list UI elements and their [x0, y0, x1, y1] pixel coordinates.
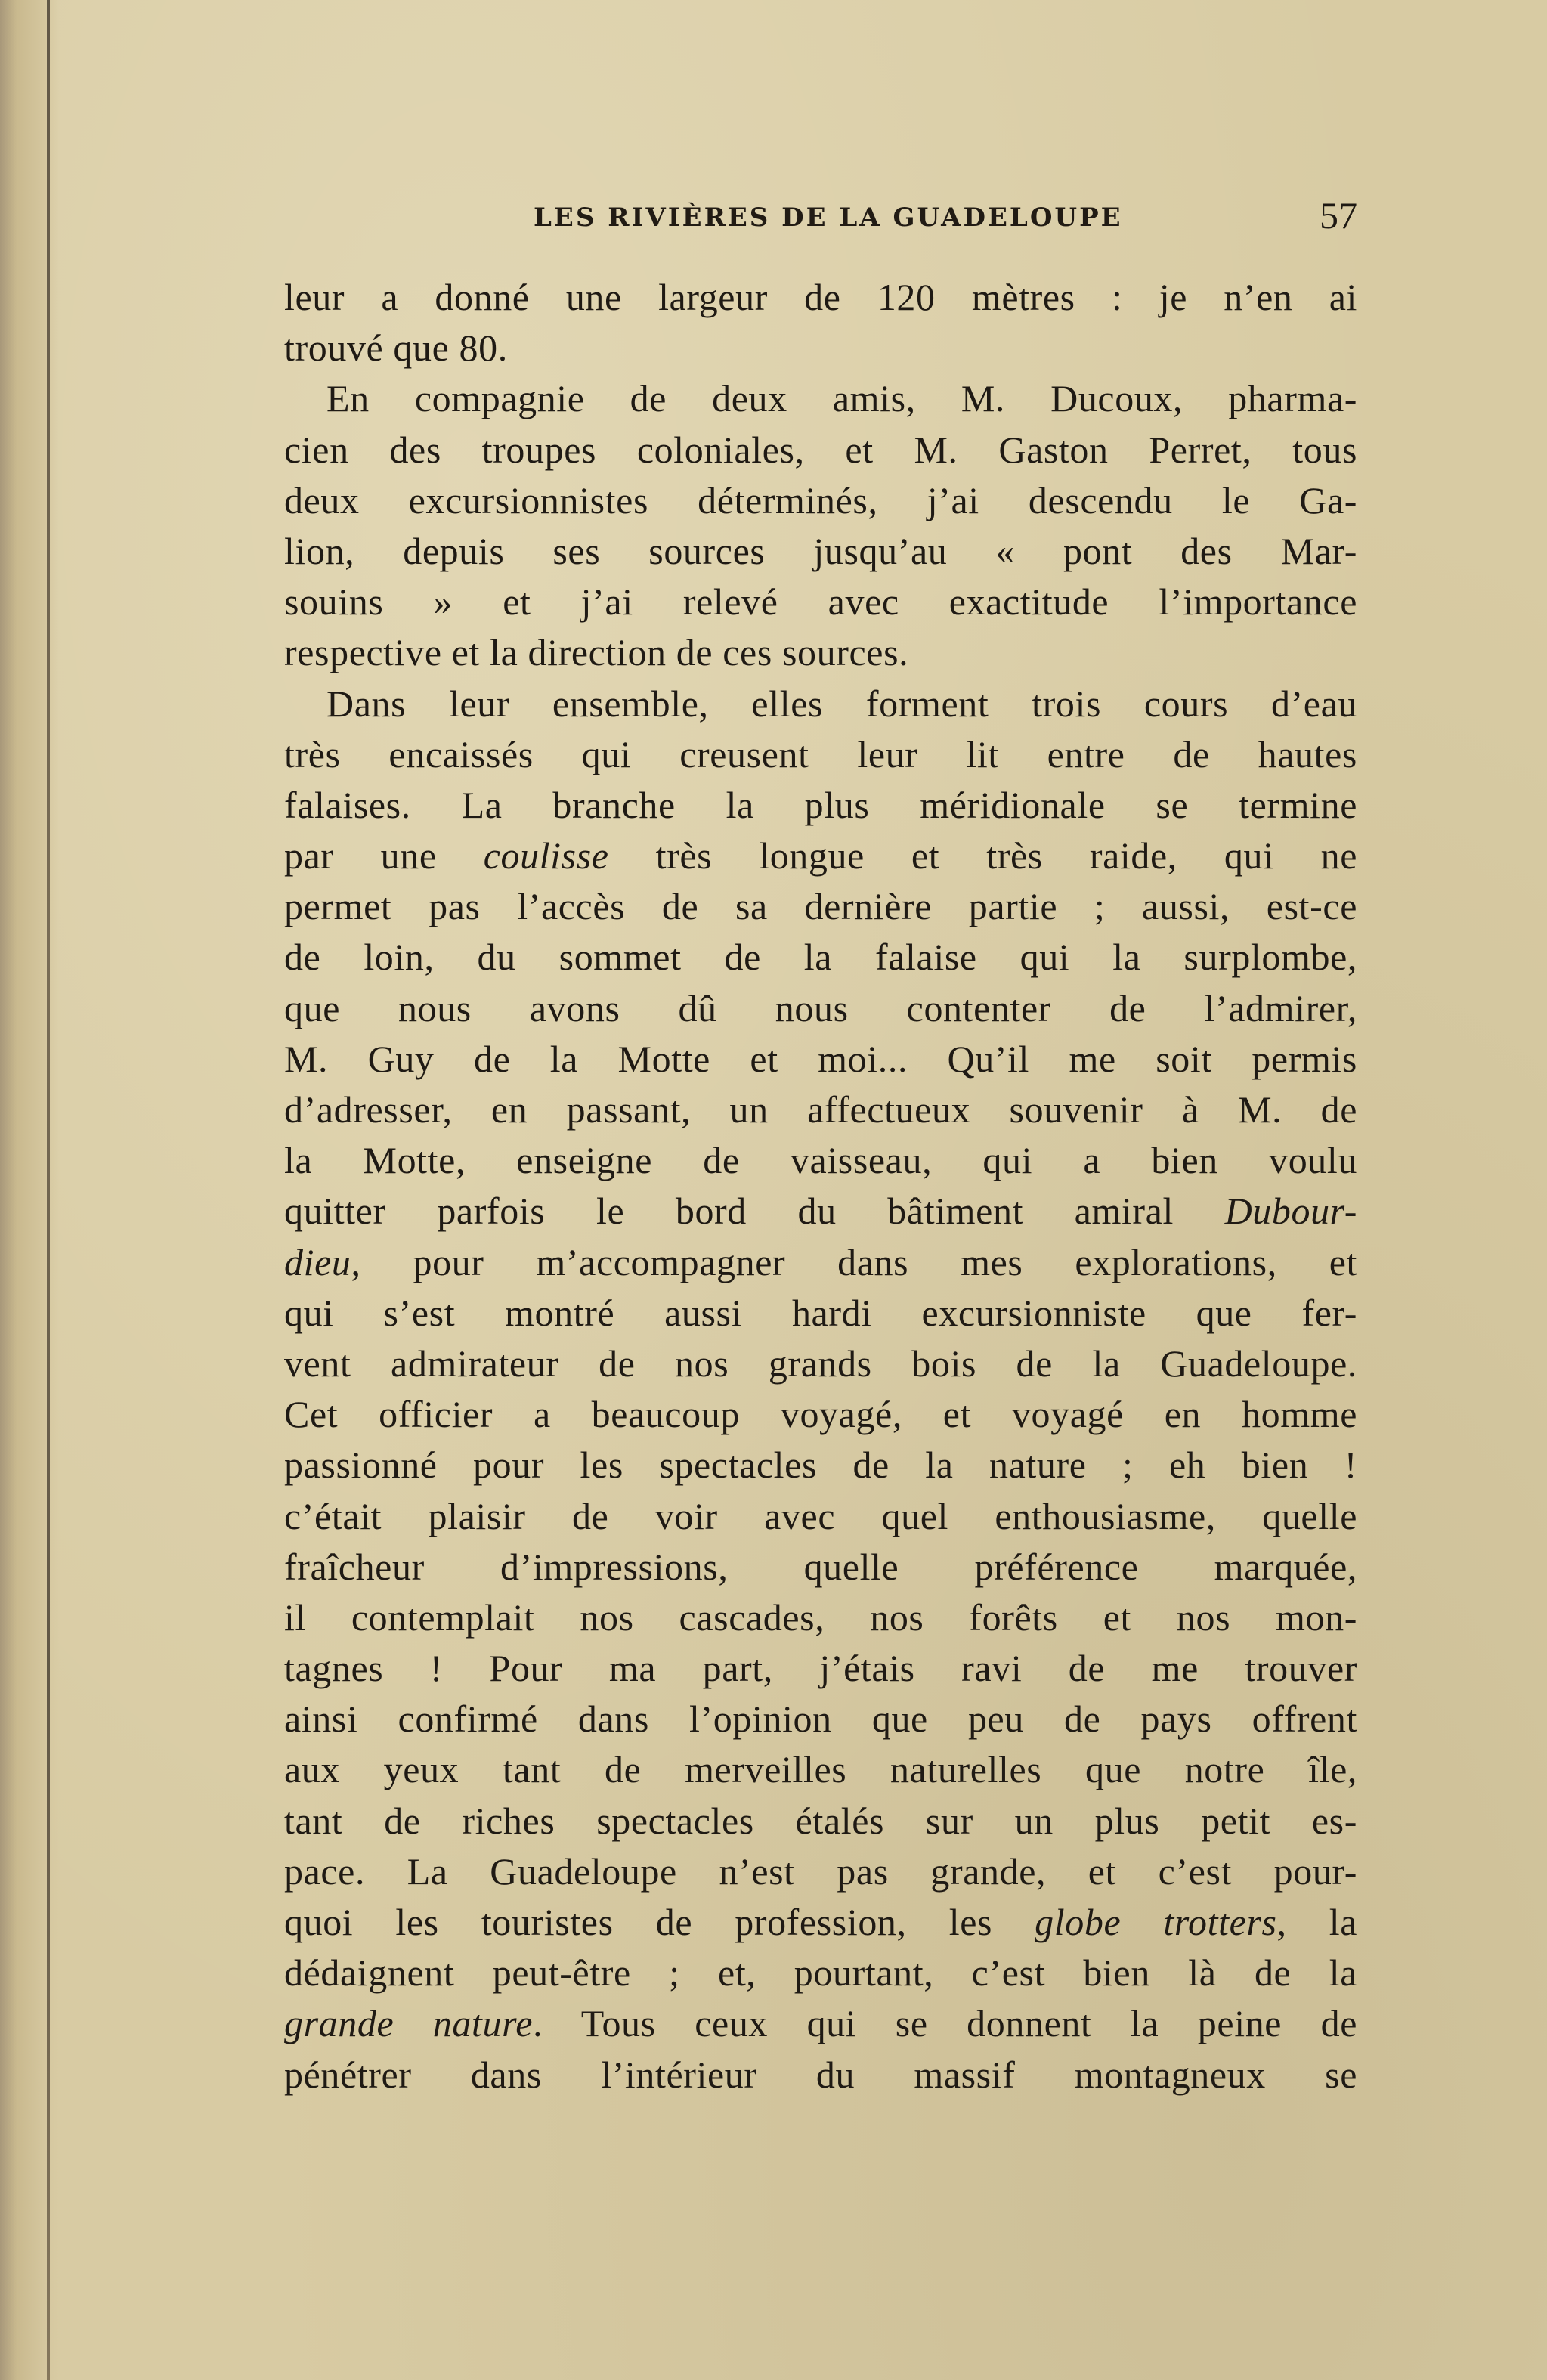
text-line: qui s’est montré aussi hardi excursionniste que fer-: [284, 1291, 1357, 1334]
text-line: trouvé que 80.: [284, 327, 508, 370]
body-text: [284, 272, 1357, 2100]
text-line: très encaissés qui creusent leur lit entre de hautes: [284, 732, 1357, 775]
text-line: permet pas l’accès de sa dernière partie ; aussi, est-ce: [284, 885, 1357, 928]
text-line: d’adresser, en passant, un affectueux souvenir à M. de: [284, 1088, 1357, 1131]
page-edge-shadow: [0, 0, 59, 2380]
text-line: pace. La Guadeloupe n’est pas grande, et c’est pour-: [284, 1849, 1357, 1893]
text-line: vent admirateur de nos grands bois de la Guadeloupe.: [284, 1342, 1357, 1385]
text-line: falaises. La branche la plus méridionale se termine: [284, 783, 1357, 826]
text-line: deux excursionnistes déterminés, j’ai descendu le Ga-: [284, 478, 1357, 521]
text-line: de loin, du sommet de la falaise qui la surplombe,: [284, 936, 1357, 979]
italic-word: coulisse: [483, 834, 609, 877]
italic-word: grande nature: [284, 2002, 534, 2045]
text-line: souins » et j’ai relevé avec exactitude l’importance: [284, 580, 1357, 624]
text-line: fraîcheur d’impressions, quelle préférence marquée,: [284, 1545, 1357, 1588]
page-number: 57: [1320, 194, 1357, 237]
text-line: grande nature. Tous ceux qui se donnent la peine de: [284, 2002, 1358, 2045]
text-line: tagnes ! Pour ma part, j’étais ravi de me trouver: [284, 1647, 1357, 1690]
text-line: il contemplait nos cascades, nos forêts et nos mon-: [284, 1595, 1357, 1639]
text-line: ainsi confirmé dans l’opinion que peu de pays offrent: [284, 1698, 1357, 1741]
text-line: quoi les touristes de profession, les globe trotters, la: [284, 1901, 1358, 1943]
text-line: que nous avons dû nous contenter de l’admirer,: [284, 986, 1357, 1029]
text-line: la Motte, enseigne de vaisseau, qui a bien voulu: [284, 1139, 1357, 1182]
text-line: dieu, pour m’accompagner dans mes explorations, et: [284, 1240, 1357, 1283]
running-header: [284, 194, 1357, 243]
text-line: par une coulisse très longue et très raide, qui ne: [284, 834, 1357, 877]
text-line: leur a donné une largeur de 120 mètres : je n’en ai: [284, 276, 1357, 318]
text-line: M. Guy de la Motte et moi... Qu’il me soit permis: [284, 1037, 1357, 1080]
text-line: tant de riches spectacles étalés sur un plus petit es-: [284, 1799, 1357, 1842]
text-line: c’était plaisir de voir avec quel enthousiasme, quelle: [284, 1494, 1357, 1537]
text-line: aux yeux tant de merveilles naturelles que notre île,: [284, 1748, 1357, 1791]
text-line: Cet officier a beaucoup voyagé, et voyagé en homme: [284, 1393, 1357, 1436]
text-line: lion, depuis ses sources jusqu’au « pont des Mar-: [284, 529, 1357, 572]
text-line: cien des troupes coloniales, et M. Gaston Perret, tous: [284, 428, 1357, 471]
binding-edge-line: [47, 0, 50, 2380]
italic-word: dieu: [284, 1240, 351, 1283]
text-line: passionné pour les spectacles de la nature ; eh bien !: [284, 1444, 1357, 1487]
text-line: quitter parfois le bord du bâtiment amiral Dubour-: [284, 1190, 1357, 1233]
italic-word: globe trotters: [1035, 1901, 1277, 1943]
text-line: Dans leur ensemble, elles forment trois cours d’eau: [326, 682, 1357, 725]
running-title: LES RIVIÈRES DE LA GUADELOUPE: [534, 203, 1123, 233]
text-line: dédaignent peut-être ; et, pourtant, c’est bien là de la: [284, 1951, 1357, 1995]
text-line: En compagnie de deux amis, M. Ducoux, pharma-: [326, 377, 1357, 420]
text-line: pénétrer dans l’intérieur du massif montagneux se: [284, 2053, 1357, 2096]
text-line: respective et la direction de ces sources.: [284, 631, 909, 674]
italic-word: Dubour-: [1224, 1190, 1357, 1233]
